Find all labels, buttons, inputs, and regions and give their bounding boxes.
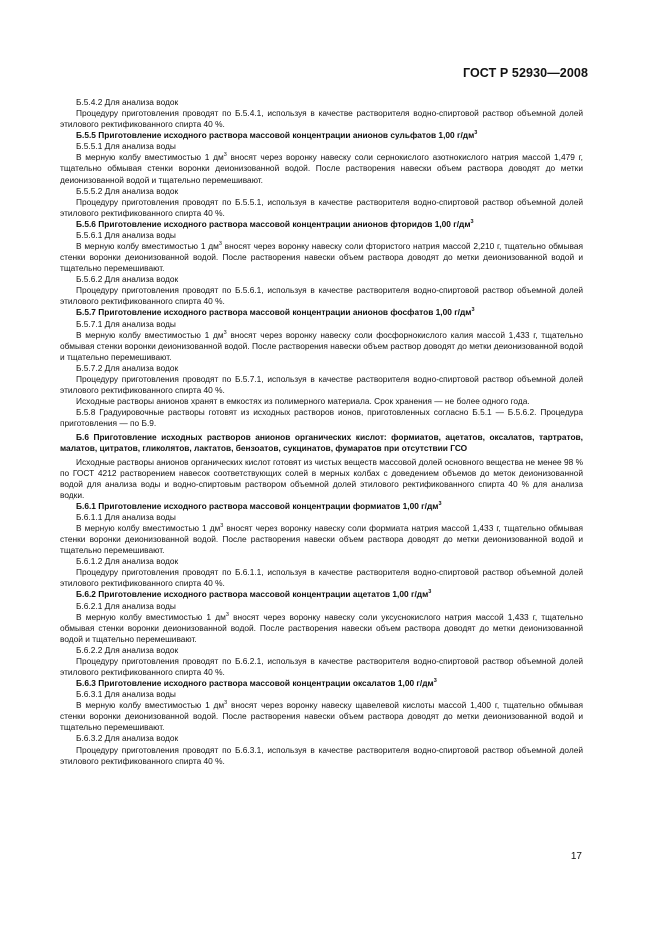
- superscript-3: 3: [471, 307, 475, 314]
- subsection-heading: Б.6.2.2 Для анализа водок: [76, 644, 179, 655]
- text-fragment: В мерную колбу вместимостью 1 дм: [76, 522, 221, 533]
- superscript-3: 3: [223, 152, 227, 159]
- text-fragment: В мерную колбу вместимостью 1 дм: [76, 241, 219, 252]
- body-paragraph: [60, 700, 583, 733]
- subsection-heading: Б.6.1.1 Для анализа воды: [76, 511, 176, 522]
- text-fragment: вносят через воронку навеску соли уксуснокислого натрия массой 1,433 г, тщательно обмывая стенки воронки деионизованной водой. После растворения навески объем раствора доводят до метки деионизованной водой и тщательно перемешивают.: [60, 611, 584, 644]
- superscript-3: 3: [218, 241, 222, 248]
- subsection-heading: Б.5.7.2 Для анализа водок: [76, 362, 179, 373]
- superscript-3: 3: [220, 523, 224, 530]
- subsection-heading: Б.6.1.2 Для анализа водок: [76, 556, 179, 567]
- body-paragraph: [60, 523, 583, 556]
- body-paragraph: Исходные растворы анионов хранят в емкостях из полимерного материала. Срок хранения — не более одного года.: [76, 396, 530, 407]
- document-code-header: ГОСТ Р 52930—2008: [462, 66, 588, 80]
- subsection-heading: Б.5.7.1 Для анализа воды: [76, 318, 176, 329]
- section-heading: [60, 589, 583, 600]
- section-heading: [60, 219, 583, 230]
- text-fragment: В мерную колбу вместимостью 1 дм: [76, 611, 226, 622]
- text-fragment: В мерную колбу вместимостью 1 дм: [76, 152, 224, 163]
- superscript-3: 3: [470, 219, 474, 226]
- subsection-heading: Б.5.5.2 Для анализа водок: [76, 185, 179, 196]
- body-paragraph: Процедуру приготовления проводят по Б.6.3.1, используя в качестве растворителя водно-спиртовой раствор объемной долей этилового ректификованного спирта 40 %.: [60, 744, 583, 766]
- superscript-3: 3: [474, 130, 478, 137]
- page-number: 17: [570, 851, 582, 862]
- superscript-3: 3: [438, 501, 442, 508]
- heading-text: Б.5.6 Приготовление исходного раствора массовой концентрации анионов фторидов 1,00 г/дм: [76, 218, 471, 229]
- heading-text: Б.6.3 Приготовление исходного раствора массовой концентрации оксалатов 1,00 г/дм: [76, 678, 434, 689]
- text-fragment: вносят через воронку навеску соли фосфорнокислого калия массой 1,433 г, тщательно обмывая стенки воронки деионизованной водой. После растворения навески объем раствор доводят до метки деионизованной водой и тщательно перемешивают.: [60, 329, 584, 362]
- subsection-heading: Б.6.3.1 Для анализа воды: [76, 689, 176, 700]
- body-paragraph: Процедуру приготовления проводят по Б.6.2.1, используя в качестве растворителя водно-спиртовой раствор объемной долей этилового ректификованного спирта 40 %.: [60, 655, 583, 677]
- section-heading: [60, 130, 583, 141]
- body-paragraph: [60, 241, 583, 274]
- body-paragraph: [60, 612, 583, 645]
- section-heading: [60, 501, 583, 512]
- subsection-heading: Б.5.5.1 Для анализа воды: [76, 141, 176, 152]
- superscript-3: 3: [225, 611, 229, 618]
- body-paragraph: Процедуру приготовления проводят по Б.5.7.1, используя в качестве растворителя водно-спиртовой раствор объемной долей этилового ректификованного спирта 40 %.: [60, 373, 583, 396]
- text-fragment: В мерную колбу вместимостью 1 дм: [76, 329, 224, 340]
- body-paragraph: [60, 152, 583, 185]
- heading-text: Б.6.2 Приготовление исходного раствора массовой концентрации ацетатов 1,00 г/дм: [76, 589, 429, 600]
- subsection-heading: Б.5.4.2 Для анализа водок: [76, 97, 179, 107]
- superscript-3: 3: [224, 700, 228, 707]
- text-fragment: вносят через воронку навеску соли формиата натрия массой 1,433 г, тщательно обмывая стенки воронки деионизованной водой. После растворения навески объем раствора доводят до метки деионизованной водой и тщательно перемешивают.: [60, 522, 583, 556]
- heading-text: Б.6.1 Приготовление исходного раствора массовой концентрации формиатов 1,00 г/дм: [76, 500, 439, 511]
- body-paragraph: Процедуру приготовления проводят по Б.5.4.1, используя в качестве растворителя водно-спиртовой раствор объемной долей этилового ректификованного спирта 40 %.: [60, 108, 583, 130]
- body-paragraph: Б.5.8 Градуировочные растворы готовят из исходных растворов ионов, приготовленных согласно Б.5.1 — Б.5.6.2. Процедура приготовления — по Б.9.: [60, 407, 583, 429]
- superscript-3: 3: [433, 678, 437, 685]
- superscript-3: 3: [428, 589, 432, 596]
- subsection-heading: Б.6.2.1 Для анализа воды: [76, 600, 176, 611]
- section-heading: [60, 678, 583, 689]
- text-fragment: вносят через воронку навеску соли фтористого натрия массой 2,210 г, тщательно обмывая стенки воронки деионизованной водой. После растворения навески объем раствора доводят до метки деионизованной водой и тщательно перемешивают.: [60, 241, 583, 274]
- heading-text: Б.5.7 Приготовление исходного раствора массовой концентрации анионов фосфатов 1,00 г/дм: [76, 307, 472, 318]
- body-paragraph: Исходные растворы анионов органических кислот готовят из чистых веществ массовой долей основного вещества не менее 98 % по ГОСТ 4212 растворением навесок соответствующих солей в мерных колбах с доведением объемов до меток деионизованной водой для анализа воды и водно-спиртовым раствором объемной долей этилового ректификованного спирта 40 % для анализа водки.: [60, 456, 583, 500]
- document-body: [60, 97, 583, 767]
- body-paragraph: Процедуру приготовления проводят по Б.5.6.1, используя в качестве растворителя водно-спиртовой раствор объемной долей этилового ректификованного спирта 40 %.: [60, 285, 583, 307]
- heading-text: Б.5.5 Приготовление исходного раствора массовой концентрации анионов сульфатов 1,00 г/дм: [76, 130, 475, 141]
- subsection-heading: Б.6.3.2 Для анализа водок: [76, 733, 179, 744]
- section-heading: [60, 307, 583, 318]
- body-paragraph: [60, 330, 583, 363]
- text-fragment: В мерную колбу вместимостью 1 дм: [76, 700, 225, 711]
- body-paragraph: Процедуру приготовления проводят по Б.5.5.1, используя в качестве растворителя водно-спиртовой раствор объемной долей этилового ректификованного спирта 40 %.: [60, 196, 583, 218]
- text-fragment: вносят через воронку навеску соли сернокислого азотнокислого натрия массой 1,479 г, тщательно обмывая стенки воронки деионизованной водой. После растворения навески объем раствора доводят до метки деионизованной водой и тщательно перемешивают.: [60, 152, 583, 185]
- body-paragraph: Процедуру приготовления проводят по Б.6.1.1, используя в качестве растворителя водно-спиртовой раствор объемной долей этилового ректификованного спирта 40 %.: [60, 567, 583, 589]
- section-heading: Б.6 Приготовление исходных растворов анионов органических кислот: формиатов, ацетатов, оксалатов, тартратов, малатов, цитратов, гликолятов, лактатов, бензоатов, сукцинатов, фумаратов при отсутствии ГСО: [60, 431, 583, 453]
- superscript-3: 3: [223, 329, 227, 336]
- subsection-heading: Б.5.6.2 Для анализа водок: [76, 274, 179, 285]
- subsection-heading: Б.5.6.1 Для анализа воды: [76, 229, 176, 240]
- text-fragment: вносят через воронку навеску щавелевой кислоты массой 1,400 г, тщательно обмывая стенки воронки деионизованной водой. После растворения навески объем раствора доводят до метки деионизованной водой и тщательно перемешивают.: [60, 700, 584, 733]
